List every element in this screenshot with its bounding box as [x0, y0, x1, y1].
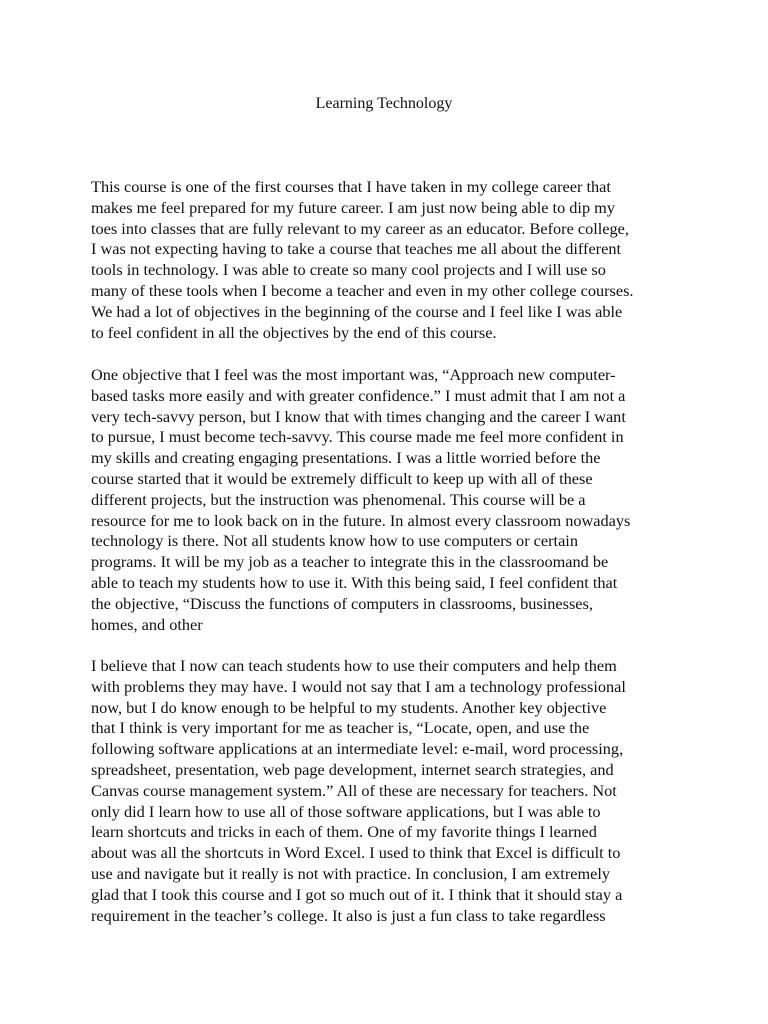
- paragraph-line: the objective, “Discuss the functions of computers in classrooms, businesses,: [91, 593, 593, 613]
- paragraph-3: [91, 656, 626, 926]
- paragraph-line: able to teach my students how to use it. With this being said, I feel confident that: [91, 572, 618, 592]
- paragraph-line: use and navigate but it really is not with practice. In conclusion, I am extremely: [91, 863, 611, 883]
- paragraph-line: about was all the shortcuts in Word Excel. I used to think that Excel is difficult to: [91, 843, 621, 863]
- paragraph-line: only did I learn how to use all of those software applications, but I was able to: [91, 801, 601, 821]
- paragraph-line: One objective that I feel was the most important was, “Approach new computer-: [91, 365, 616, 384]
- paragraph-line: homes, and other: [91, 614, 203, 634]
- paragraph-line: requirement in the teacher’s college. It also is just a fun class to take regardless: [91, 905, 606, 925]
- paragraph-line: my skills and creating engaging presentations. I was a little worried before the: [91, 448, 601, 468]
- paragraph-line: makes me feel prepared for my future career. I am just now being able to dip my: [91, 197, 615, 217]
- paragraph-line: that I think is very important for me as teacher is, “Locate, open, and use the: [91, 718, 590, 738]
- paragraph-line: toes into classes that are fully relevant to my career as an educator. Before college,: [91, 218, 629, 238]
- paragraph-line: glad that I took this course and I got so much out of it. I think that it should stay a: [91, 884, 623, 904]
- paragraph-line: to pursue, I must become tech-savvy. This course made me feel more confident in: [91, 427, 624, 447]
- paragraph-line: following software applications at an intermediate level: e-mail, word processing,: [91, 739, 624, 759]
- paragraph-line: I believe that I now can teach students how to use their computers and help them: [91, 656, 617, 675]
- paragraph-line: technology is there. Not all students know how to use computers or certain: [91, 531, 578, 551]
- paragraph-line: many of these tools when I become a teacher and even in my other college courses.: [91, 280, 634, 300]
- paragraph-line: Canvas course management system.” All of these are necessary for teachers. Not: [91, 780, 617, 800]
- paragraph-line: tools in technology. I was able to create so many cool projects and I will use so: [91, 260, 606, 280]
- paragraph-line: very tech-savvy person, but I know that with times changing and the career I want: [91, 406, 626, 426]
- paragraph-line: This course is one of the first courses that I have taken in my college career that: [91, 177, 611, 196]
- paragraph-line: now, but I do know enough to be helpful to my students. Another key objective: [91, 697, 607, 717]
- paragraph-line: spreadsheet, presentation, web page development, internet search strategies, and: [91, 759, 614, 779]
- paragraph-2: [91, 365, 630, 635]
- paragraph-line: with problems they may have. I would not say that I am a technology professional: [91, 676, 626, 696]
- paragraph-line: to feel confident in all the objectives by the end of this course.: [91, 322, 497, 342]
- paragraph-line: programs. It will be my job as a teacher to integrate this in the classroomand be: [91, 552, 609, 572]
- paragraph-line: We had a lot of objectives in the beginning of the course and I feel like I was able: [91, 301, 623, 321]
- paragraph-line: learn shortcuts and tricks in each of them. One of my favorite things I learned: [91, 822, 597, 842]
- paragraph-line: based tasks more easily and with greater confidence.” I must admit that I am not a: [91, 385, 626, 405]
- paragraph-line: resource for me to look back on in the future. In almost every classroom nowadays: [91, 510, 631, 530]
- document-title: Learning Technology: [315, 95, 453, 112]
- paragraph-line: different projects, but the instruction was phenomenal. This course will be a: [91, 489, 586, 509]
- paragraph-line: I was not expecting having to take a course that teaches me all about the different: [91, 239, 621, 259]
- paragraph-1: [91, 177, 634, 343]
- paragraph-line: course started that it would be extremely difficult to keep up with all of these: [91, 468, 593, 488]
